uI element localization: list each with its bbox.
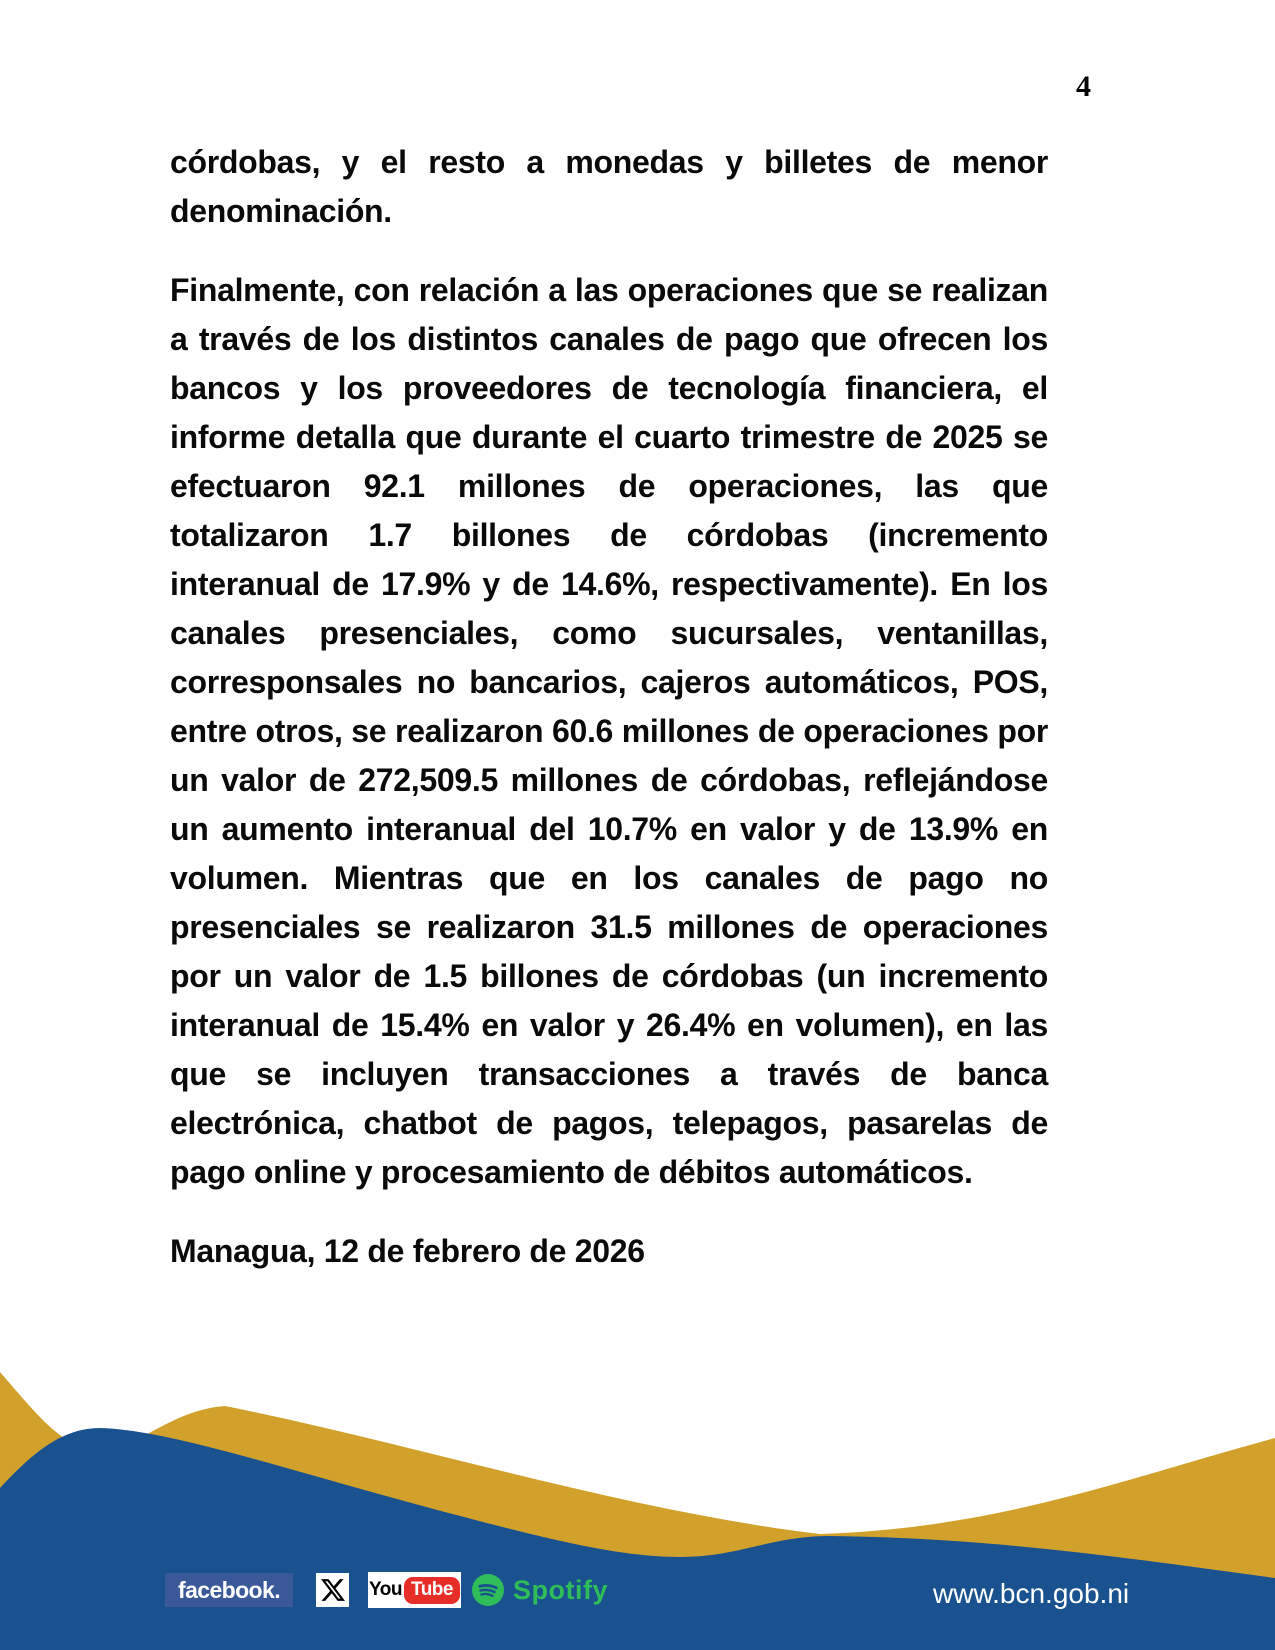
facebook-icon[interactable] [165,1573,293,1607]
youtube-icon[interactable] [368,1572,461,1608]
paragraph-2: Finalmente, con relación a las operaciones que se realizan a través de los distintos canales de pago que ofrecen los bancos y los proveedores de tecnología financiera, el informe detalla que durante el cuarto trimestre de 2025 se efectuaron 92.1 millones de operaciones, las que totalizaron 1.7 billones de córdobas (incremento interanual de 17.9% y de 14.6%, respectivamente). En los canales presenciales, como sucursales, ventanillas, corresponsales no bancarios, cajeros automáticos, POS, entre otros, se realizaron 60.6 millones de operaciones por un valor de 272,509.5 millones de córdobas, reflejándose un aumento interanual del 10.7% en valor y de 13.9% en volumen. Mientras que en los canales de pago no presenciales se realizaron 31.5 millones de operaciones por un valor de 1.5 billones de córdobas (un incremento interanual de 15.4% en valor y 26.4% en volumen), en las que se incluyen transacciones a través de banca electrónica, chatbot de pagos, telepagos, pasarelas de pago online y procesamiento de débitos automáticos. [170,272,1048,1190]
x-icon[interactable] [316,1573,349,1607]
paragraph-1: córdobas, y el resto a monedas y billetes de menor denominación. [170,144,1048,229]
spotify-circle-glyph [472,1574,504,1606]
x-logo-glyph [321,1578,345,1602]
website-url[interactable]: www.bcn.gob.ni [933,1578,1130,1609]
youtube-tube-label: Tube [404,1577,460,1604]
spotify-icon[interactable] [472,1572,608,1608]
dateline: Managua, 12 de febrero de 2026 [170,1233,645,1269]
spotify-label: Spotify [513,1574,608,1605]
document-body [170,138,1048,1276]
page-number: 4 [1076,70,1091,103]
youtube-you-label: You [369,1579,402,1600]
facebook-label: facebook. [178,1576,280,1603]
page-footer [0,1360,1275,1650]
